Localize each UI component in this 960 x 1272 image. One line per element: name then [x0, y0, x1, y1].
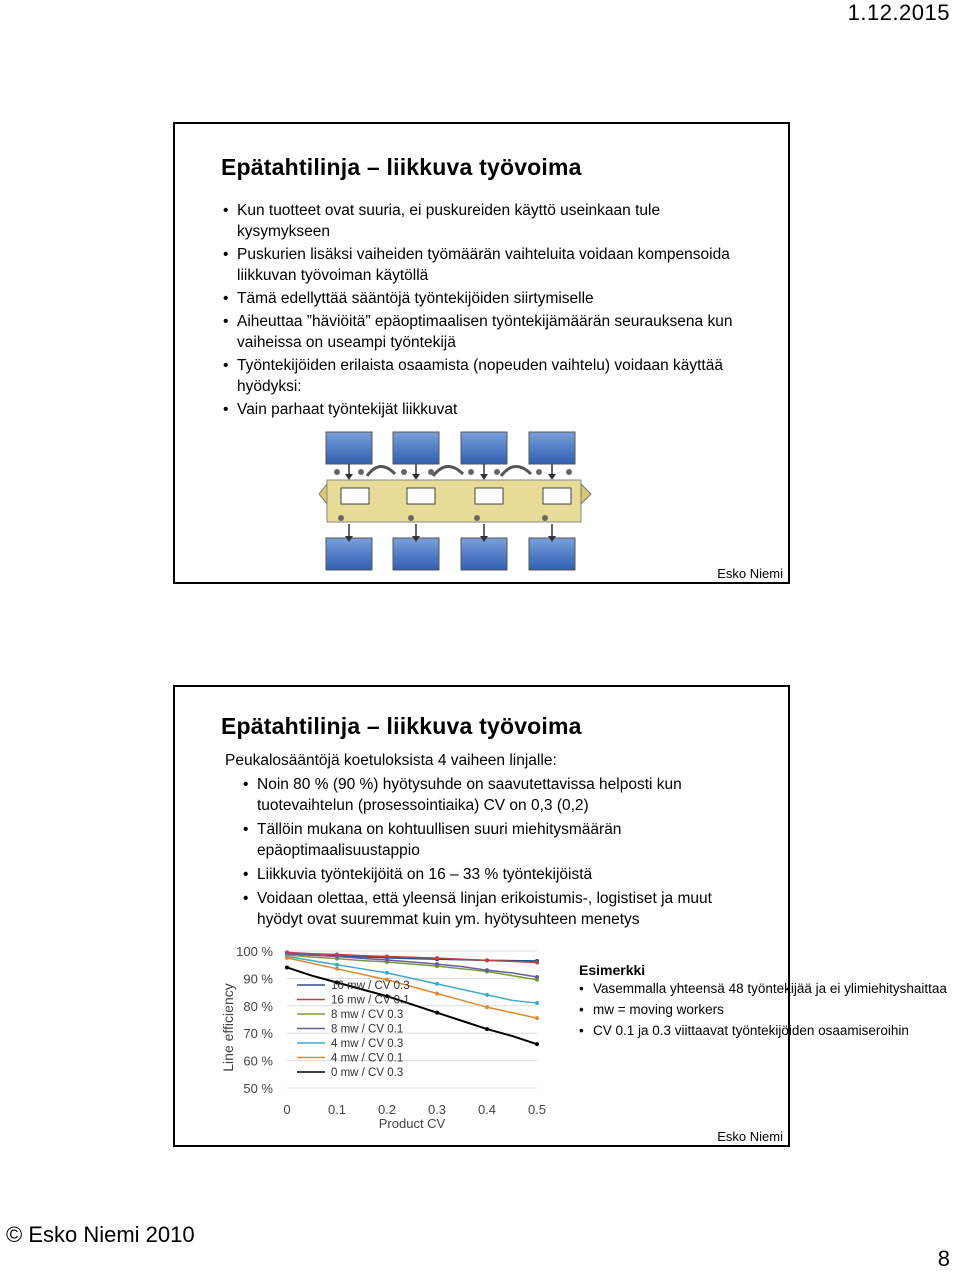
slide-2-intro: Peukalosääntöjä koetuloksista 4 vaiheen linjalle: [225, 752, 557, 769]
x-tick-label: 0.5 [527, 1102, 547, 1117]
slide-2-author: Esko Niemi [717, 1129, 783, 1144]
y-tick-label: 90 % [243, 971, 273, 987]
lower-buffer-box [529, 538, 575, 570]
legend-label: 8 mw / CV 0.1 [331, 1023, 404, 1036]
worker-figure [542, 515, 548, 521]
bullet-item: • Tällöin mukana on kohtuullisen suuri miehitysmäärän epäoptimaalisuustappio [243, 819, 743, 861]
upper-buffer-box [326, 432, 372, 464]
data-point [485, 958, 489, 962]
data-point [485, 1005, 489, 1009]
example-title: Esimerkki [579, 962, 646, 978]
slide-2-title: Epätahtilinja – liikkuva työvoima [221, 713, 582, 739]
page-date: 1.12.2015 [847, 0, 950, 25]
legend-label: 0 mw / CV 0.3 [331, 1067, 404, 1079]
example-box [579, 962, 947, 1043]
data-point [535, 975, 539, 979]
chart-series [285, 950, 539, 1046]
station-box [543, 488, 571, 504]
slide-1-author: Esko Niemi [717, 566, 783, 581]
upper-buffer-box [461, 432, 507, 464]
x-tick-label: 0.3 [427, 1102, 447, 1117]
lower-buffer-boxes [326, 538, 575, 570]
data-point [385, 971, 389, 975]
data-point [435, 962, 439, 966]
slide-1-title: Epätahtilinja – liikkuva työvoima [221, 154, 582, 180]
worker-figure [358, 469, 364, 475]
bullet-item: • Kun tuotteet ovat suuria, ei puskureiden käyttö useinkaan tule kysymykseen [223, 200, 743, 242]
y-tick-label: 100 % [236, 944, 273, 959]
worker-move-arrow [367, 466, 395, 476]
legend-label: 16 mw / CV 0.3 [331, 980, 410, 992]
worker-figure [536, 469, 542, 475]
arrowhead [480, 474, 488, 480]
bullet-item: • Voidaan olettaa, että yleensä linjan erikoistumis-, logistiset ja muut hyödyt ovat suuremmat kuin ym. hyötysuhteen menetys [243, 888, 743, 930]
bullet-item: • Aiheuttaa ”häviöitä” epäoptimaalisen työntekijämäärän seurauksena kun vaiheissa on useampi työntekijä [223, 311, 743, 353]
x-tick-label: 0 [283, 1102, 291, 1117]
data-point [485, 993, 489, 997]
bullet-item: • Tämä edellyttää sääntöjä työntekijöiden siirtymiselle [223, 288, 743, 309]
series-line [287, 958, 537, 1018]
data-point [285, 965, 289, 969]
x-tick-label: 0.4 [477, 1102, 497, 1117]
arrowhead [548, 474, 556, 480]
lower-buffer-box [393, 538, 439, 570]
data-point [535, 1001, 539, 1005]
upper-buffer-boxes [326, 432, 575, 464]
worker-move-arrow [501, 466, 531, 476]
worker-figure [401, 469, 407, 475]
data-point [435, 991, 439, 995]
station-box [407, 488, 435, 504]
data-point [335, 963, 339, 967]
data-point [485, 1027, 489, 1031]
station-box [475, 488, 503, 504]
data-point [535, 1016, 539, 1020]
production-stations [319, 480, 591, 522]
line-efficiency-chart [215, 937, 555, 1137]
worker-figure [408, 515, 414, 521]
upper-buffer-box [393, 432, 439, 464]
bullet-item: • Vain parhaat työntekijät liikkuvat [223, 399, 743, 420]
worker-figure [494, 469, 500, 475]
station-box [341, 488, 369, 504]
y-axis-label: Line efficiency [220, 983, 236, 1072]
worker-figure [338, 515, 344, 521]
chart-legend [297, 980, 410, 1079]
worker-figure [566, 469, 572, 475]
data-point [435, 956, 439, 960]
worker-move-arrow [433, 466, 463, 476]
arrowhead [345, 474, 353, 480]
data-point [335, 967, 339, 971]
bullet-item: • CV 0.1 ja 0.3 viittaavat työntekijöiden osaamiseroihin [579, 1022, 960, 1040]
copyright: © Esko Niemi 2010 [6, 1222, 195, 1247]
slide-2-bullet-list [243, 774, 743, 933]
data-point [385, 958, 389, 962]
bullet-item: • Vasemmalla yhteensä 48 työntekijää ja ei ylimiehityshaittaa [579, 980, 960, 998]
worker-figure [428, 469, 434, 475]
data-point [535, 1042, 539, 1046]
bullet-item: • Työntekijöiden erilaista osaamista (nopeuden vaihtelu) voidaan käyttää hyödyksi: [223, 355, 743, 397]
slide-1 [173, 122, 790, 584]
example-bullet-list [579, 980, 960, 1040]
bullet-item: • Noin 80 % (90 %) hyötysuhde on saavutettavissa helposti kun tuotevaihtelun (prosessointiaika) CV on 0,3 (0,2) [243, 774, 743, 816]
worker-figure [474, 515, 480, 521]
bullet-item: • Liikkuvia työntekijöitä on 16 – 33 % työntekijöistä [243, 864, 743, 885]
data-point [485, 968, 489, 972]
y-tick-label: 80 % [243, 998, 273, 1014]
lower-buffer-box [326, 538, 372, 570]
moving-worker-process-diagram [175, 124, 788, 582]
bullet-item: • mw = moving workers [579, 1001, 960, 1019]
data-point [285, 956, 289, 960]
data-point [435, 982, 439, 986]
slide-2 [173, 685, 947, 1147]
y-tick-label: 60 % [243, 1053, 273, 1069]
data-point [385, 954, 389, 958]
legend-label: 4 mw / CV 0.3 [331, 1038, 404, 1050]
lower-buffer-box [461, 538, 507, 570]
y-tick-label: 70 % [243, 1026, 273, 1042]
x-tick-label: 0.2 [377, 1102, 397, 1117]
worker-figure [334, 469, 340, 475]
legend-label: 8 mw / CV 0.3 [331, 1009, 404, 1021]
legend-label: 4 mw / CV 0.1 [331, 1052, 404, 1065]
y-tick-label: 50 % [243, 1081, 273, 1096]
data-point [335, 954, 339, 958]
arrowhead [412, 474, 420, 480]
data-point [535, 961, 539, 965]
legend-label: 16 mw / CV 0.1 [331, 994, 410, 1007]
bullet-item: • Puskurien lisäksi vaiheiden työmäärän vaihteluita voidaan kompensoida liikkuvan työvoiman käytöllä [223, 244, 743, 286]
line-entry-arrow [319, 484, 327, 504]
worker-movement-arrows [367, 466, 531, 476]
data-point [435, 1011, 439, 1015]
worker-figure [468, 469, 474, 475]
x-axis-label: Product CV [378, 1116, 446, 1131]
line-exit-arrow [581, 484, 591, 504]
x-tick-label: 0.1 [327, 1102, 347, 1117]
upper-buffer-box [529, 432, 575, 464]
page-number: 8 [937, 1246, 950, 1271]
